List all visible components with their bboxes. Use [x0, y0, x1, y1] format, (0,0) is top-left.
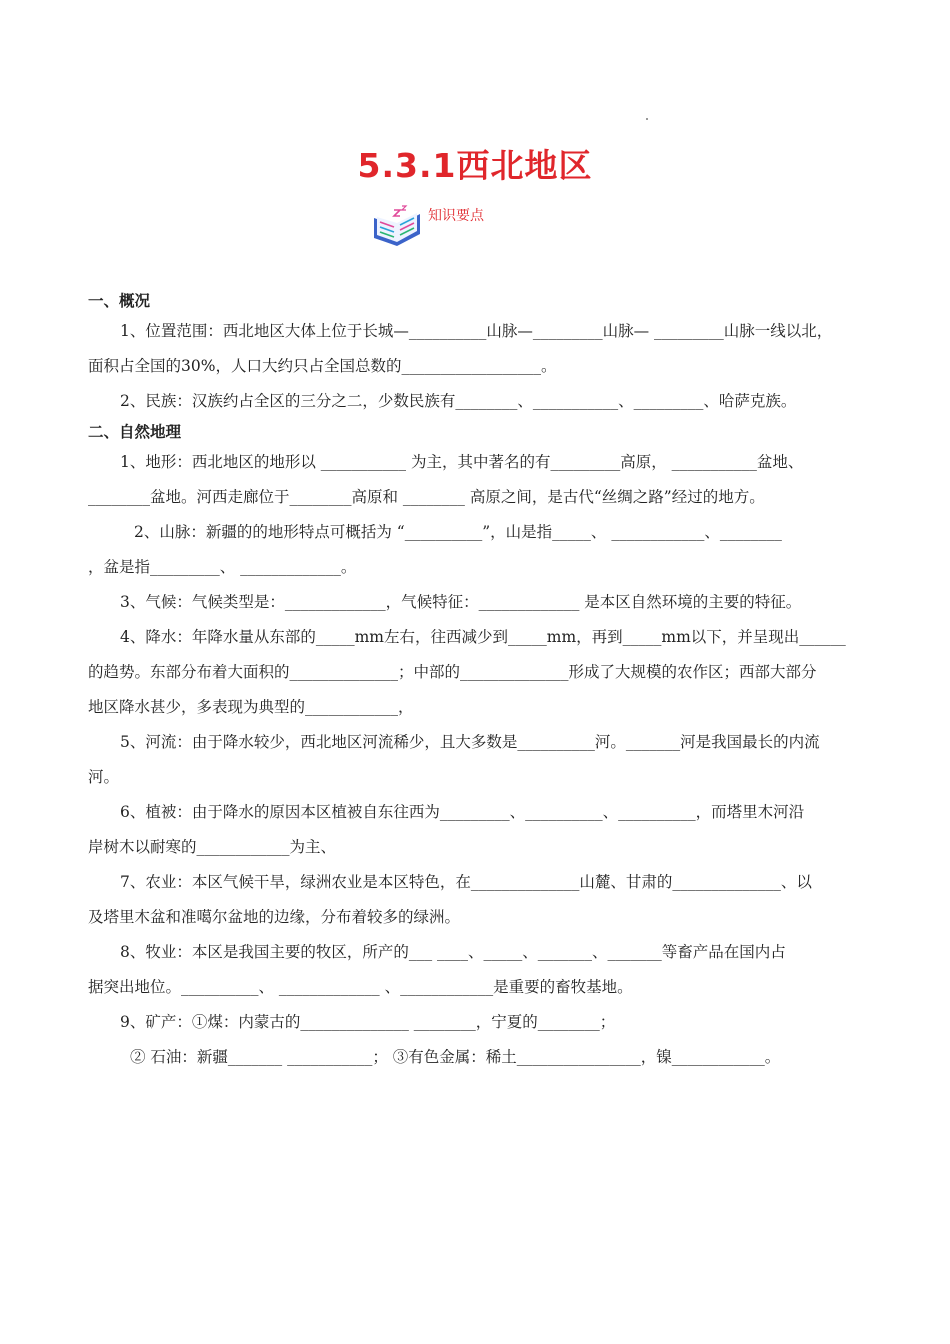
text-line: 面积占全国的30%，人口大约只占全国总数的__________________。: [88, 357, 557, 375]
badge-label: 知识要点: [428, 208, 484, 224]
text-line: 岸树木以耐寒的____________为主、: [88, 838, 337, 856]
section-heading-overview: 一、概况: [88, 292, 151, 310]
text-line: 7、农业：本区气候干旱，绿洲农业是本区特色，在______________山麓、甘肃的______________、以: [120, 873, 812, 891]
text-line: 地区降水甚少，多表现为典型的____________，: [88, 698, 414, 716]
text-line: 4、降水：年降水量从东部的_____mm左右，往西减少到_____mm，再到_____mm以下，并呈现出______: [120, 628, 846, 646]
section-heading-physical-geography: 二、自然地理: [88, 423, 182, 441]
text-line: 及塔里木盆和准噶尔盆地的边缘，分布着较多的绿洲。: [88, 908, 461, 926]
text-line: 8、牧业：本区是我国主要的牧区，所产的___ ____、_____、_______、_______等畜产品在国内占: [120, 943, 786, 961]
text-line: 1、地形：西北地区的地形以 ___________ 为主，其中著名的有_________高原， ___________盆地、: [120, 453, 804, 471]
text-line: 据突出地位。__________、 _____________ 、____________是重要的畜牧基地。: [88, 978, 633, 996]
text-line: 6、植被：由于降水的原因本区植被自东往西为_________、__________、__________，而塔里木河沿: [120, 803, 805, 821]
text-line: ② 石油：新疆_______ ___________； ③有色金属：稀土________________，镍____________。: [130, 1048, 781, 1066]
text-line: 2、山脉：新疆的的地形特点可概括为 “__________”，山是指_____、 ____________、________: [134, 523, 782, 541]
text-line: 5、河流：由于降水较少，西北地区河流稀少，且大多数是__________河。_______河是我国最长的内流: [120, 733, 820, 751]
text-line: 3、气候：气候类型是：_____________，气候特征：_____________ 是本区自然环境的主要的特征。: [120, 593, 802, 611]
text-line: ，盆是指_________、 _____________。: [88, 558, 357, 576]
text-line: 河。: [88, 768, 120, 786]
stray-dot: [646, 118, 648, 120]
page-title: 5.3.1西北地区: [357, 146, 593, 185]
text-line: 2、民族：汉族约占全区的三分之二，少数民族有________、___________、_________、哈萨克族。: [120, 392, 797, 410]
text-line: 1、位置范围：西北地区大体上位于长城—__________山脉—_________山脉— _________山脉一线以北，: [120, 322, 833, 340]
text-line: 的趋势。东部分布着大面积的______________；中部的______________形成了大规模的农作区；西部大部分: [88, 663, 817, 681]
text-line: 9、矿产：①煤：内蒙古的______________ ________，宁夏的________；: [120, 1013, 616, 1031]
knowledge-badge: [370, 202, 484, 248]
worksheet-content: [88, 288, 868, 1075]
text-line: ________盆地。河西走廊位于________高原和 ________ 高原之间，是古代“丝绸之路”经过的地方。: [88, 488, 765, 506]
open-book-icon: [370, 202, 424, 248]
